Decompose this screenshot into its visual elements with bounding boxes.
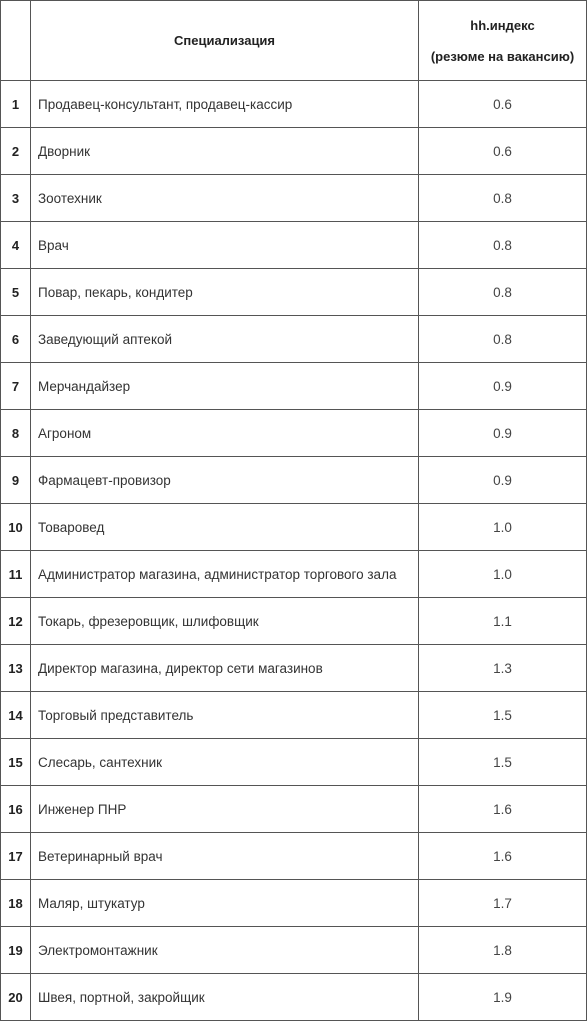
- row-number: 13: [1, 645, 31, 692]
- row-number: 1: [1, 81, 31, 128]
- row-specialization: Повар, пекарь, кондитер: [31, 269, 419, 316]
- table-row: [1, 363, 587, 410]
- row-number: 11: [1, 551, 31, 598]
- table-row: [1, 833, 587, 880]
- table-row: [1, 551, 587, 598]
- table-row: [1, 81, 587, 128]
- row-hh-index: 0.8: [419, 316, 587, 363]
- row-number: 6: [1, 316, 31, 363]
- table-row: [1, 504, 587, 551]
- header-hh-index: [419, 1, 587, 81]
- row-specialization: Продавец-консультант, продавец-кассир: [31, 81, 419, 128]
- row-number: 5: [1, 269, 31, 316]
- table-row: [1, 457, 587, 504]
- table-row: [1, 410, 587, 457]
- row-specialization: Зоотехник: [31, 175, 419, 222]
- row-specialization: Мерчандайзер: [31, 363, 419, 410]
- row-hh-index: 0.9: [419, 363, 587, 410]
- row-hh-index: 0.8: [419, 222, 587, 269]
- table-row: [1, 786, 587, 833]
- row-number: 16: [1, 786, 31, 833]
- row-specialization: Ветеринарный врач: [31, 833, 419, 880]
- row-number: 14: [1, 692, 31, 739]
- row-hh-index: 1.5: [419, 692, 587, 739]
- row-number: 19: [1, 927, 31, 974]
- row-specialization: Фармацевт-провизор: [31, 457, 419, 504]
- table-row: [1, 222, 587, 269]
- row-number: 10: [1, 504, 31, 551]
- table-row: [1, 316, 587, 363]
- row-specialization: Слесарь, сантехник: [31, 739, 419, 786]
- table-row: [1, 692, 587, 739]
- row-number: 8: [1, 410, 31, 457]
- header-hh-index-subtitle: (резюме на вакансию): [430, 48, 575, 64]
- row-hh-index: 0.8: [419, 269, 587, 316]
- row-number: 20: [1, 974, 31, 1021]
- row-hh-index: 0.6: [419, 81, 587, 128]
- row-specialization: Маляр, штукатур: [31, 880, 419, 927]
- header-specialization: Специализация: [31, 1, 419, 81]
- row-specialization: Токарь, фрезеровщик, шлифовщик: [31, 598, 419, 645]
- row-hh-index: 0.9: [419, 457, 587, 504]
- row-hh-index: 1.0: [419, 504, 587, 551]
- table-row: [1, 927, 587, 974]
- row-number: 15: [1, 739, 31, 786]
- table-row: [1, 598, 587, 645]
- row-hh-index: 1.7: [419, 880, 587, 927]
- table-row: [1, 175, 587, 222]
- row-number: 9: [1, 457, 31, 504]
- row-hh-index: 1.6: [419, 833, 587, 880]
- row-hh-index: 1.6: [419, 786, 587, 833]
- row-number: 2: [1, 128, 31, 175]
- row-number: 17: [1, 833, 31, 880]
- row-hh-index: 0.9: [419, 410, 587, 457]
- row-specialization: Администратор магазина, администратор торгового зала: [31, 551, 419, 598]
- row-hh-index: 0.6: [419, 128, 587, 175]
- row-number: 18: [1, 880, 31, 927]
- row-specialization: Торговый представитель: [31, 692, 419, 739]
- row-specialization: Швея, портной, закройщик: [31, 974, 419, 1021]
- row-number: 3: [1, 175, 31, 222]
- table-row: [1, 739, 587, 786]
- table-row: [1, 645, 587, 692]
- row-specialization: Агроном: [31, 410, 419, 457]
- row-number: 4: [1, 222, 31, 269]
- table-header-row: [1, 1, 587, 81]
- table-row: [1, 974, 587, 1021]
- header-hh-index-title: hh.индекс: [470, 17, 535, 33]
- row-specialization: Директор магазина, директор сети магазинов: [31, 645, 419, 692]
- row-hh-index: 1.8: [419, 927, 587, 974]
- row-specialization: Дворник: [31, 128, 419, 175]
- table-row: [1, 269, 587, 316]
- row-specialization: Врач: [31, 222, 419, 269]
- row-number: 12: [1, 598, 31, 645]
- row-number: 7: [1, 363, 31, 410]
- row-specialization: Электромонтажник: [31, 927, 419, 974]
- row-hh-index: 1.5: [419, 739, 587, 786]
- row-hh-index: 0.8: [419, 175, 587, 222]
- table-body: [1, 81, 587, 1021]
- row-hh-index: 1.0: [419, 551, 587, 598]
- table-row: [1, 880, 587, 927]
- row-hh-index: 1.1: [419, 598, 587, 645]
- header-number: [1, 1, 31, 81]
- row-specialization: Инженер ПНР: [31, 786, 419, 833]
- row-specialization: Заведующий аптекой: [31, 316, 419, 363]
- row-specialization: Товаровед: [31, 504, 419, 551]
- table-row: [1, 128, 587, 175]
- row-hh-index: 1.9: [419, 974, 587, 1021]
- row-hh-index: 1.3: [419, 645, 587, 692]
